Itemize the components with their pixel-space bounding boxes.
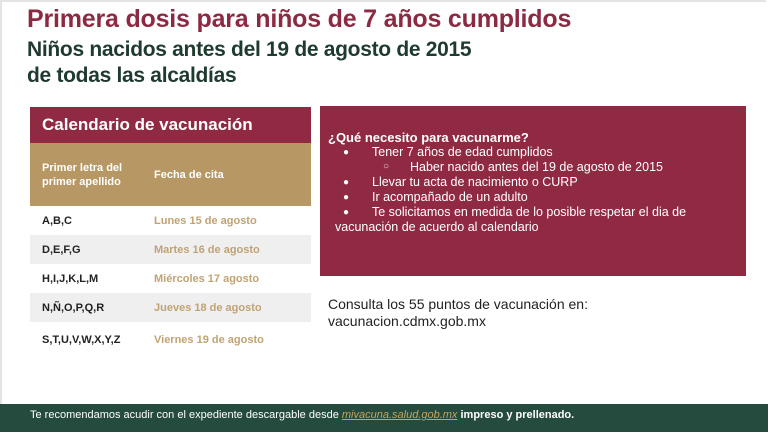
calendar-column-headers xyxy=(30,143,311,206)
consult-text: Consulta los 55 puntos de vacunación en: xyxy=(328,296,588,312)
bullet-icon: ● xyxy=(343,147,350,158)
page-title: Primera dosis para niños de 7 años cumplidos xyxy=(27,5,572,33)
table-row xyxy=(30,264,311,293)
footer-banner xyxy=(0,404,768,432)
row-letters: A,B,C xyxy=(42,214,72,227)
column-header-letter xyxy=(30,161,152,189)
mivacuna-link[interactable]: mivacuna.salud.gob.mx xyxy=(341,409,458,421)
column-header-date: Fecha de cita xyxy=(154,168,224,181)
requirement-item xyxy=(328,205,736,235)
row-date: Miércoles 17 agosto xyxy=(154,272,260,285)
bullet-icon: ● xyxy=(343,207,350,218)
table-row xyxy=(30,322,311,358)
row-date: Jueves 18 de agosto xyxy=(154,301,262,314)
requirement-text: Llevar tu acta de nacimiento o CURP xyxy=(372,175,578,189)
column-header-letter-line2: primer apellido xyxy=(42,175,121,188)
column-header-letter-line1: Primer letra del xyxy=(42,161,123,174)
table-row xyxy=(30,206,311,235)
requirements-list xyxy=(328,145,736,235)
row-letters: D,E,F,G xyxy=(42,243,81,256)
row-date: Lunes 15 de agosto xyxy=(154,214,257,227)
requirements-title: ¿Qué necesito para vacunarme? xyxy=(328,130,529,145)
hollow-bullet-icon: ○ xyxy=(383,161,390,172)
row-letters: N,Ñ,O,P,Q,R xyxy=(42,301,105,314)
requirement-item xyxy=(328,190,736,205)
table-row xyxy=(30,235,311,264)
row-letters: H,I,J,K,L,M xyxy=(42,272,99,285)
requirement-item xyxy=(328,175,736,190)
footer-text: Te recomendamos acudir con el expediente descargable desde xyxy=(30,409,342,421)
footer-text-bold: impreso y prellenado. xyxy=(457,409,575,421)
requirement-text: Te solicitamos en medida de lo posible respetar el dia de vacunación de acuerdo al calendario xyxy=(335,205,687,234)
requirement-text: Ir acompañado de un adulto xyxy=(372,190,528,204)
requirement-item xyxy=(328,145,736,160)
bullet-icon: ● xyxy=(343,177,350,188)
requirement-text: Tener 7 años de edad cumplidos xyxy=(372,145,553,159)
consult-info xyxy=(328,296,588,330)
row-letters: S,T,U,V,W,X,Y,Z xyxy=(42,334,121,346)
row-date: Martes 16 de agosto xyxy=(154,243,260,256)
requirements-box xyxy=(320,106,746,276)
subtitle-line-2: de todas las alcaldías xyxy=(27,64,237,87)
requirement-sub-text: Haber nacido antes del 19 de agosto de 2015 xyxy=(410,160,663,174)
vaccination-calendar-table xyxy=(30,107,311,358)
row-date: Viernes 19 de agosto xyxy=(154,334,264,346)
table-row xyxy=(30,293,311,322)
bullet-icon: ● xyxy=(343,192,350,203)
subtitle-line-1: Niños nacidos antes del 19 de agosto de 2015 xyxy=(27,38,472,61)
calendar-title: Calendario de vacunación xyxy=(30,107,311,143)
requirement-sub-item xyxy=(328,160,736,175)
consult-url: vacunacion.cdmx.gob.mx xyxy=(328,313,486,329)
